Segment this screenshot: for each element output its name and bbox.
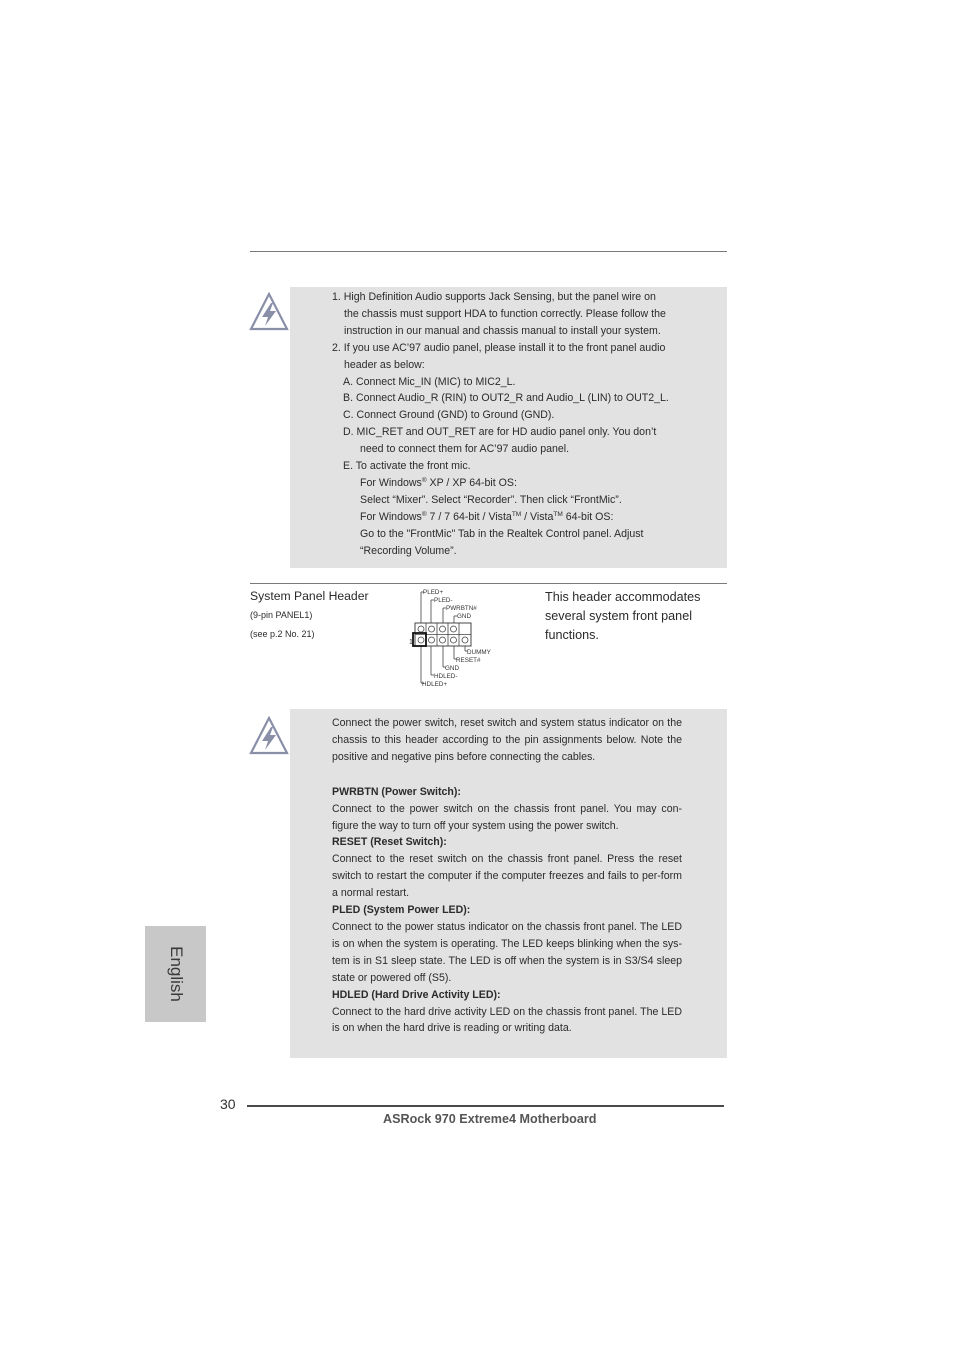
note-audio-line: B. Connect Audio_R (RIN) to OUT2_R and Audio_L (LIN) to OUT2_L. [343,392,669,405]
language-tab [145,926,206,1022]
pin-label-pled-plus: PLED+ [423,589,444,596]
note-panel-intro: Connect the power switch, reset switch and system status indicator on the chassis to this header according to the pin assignments below. Note the positive and negative pins before connecting the cables. [332,717,682,763]
note-audio-line: header as below: [344,358,425,371]
top-rule [250,251,727,252]
pin-label-dummy: DUMMY [467,649,491,656]
windows-xp-step: Select “Mixer”. Select “Recorder”. Then click “FrontMic”. [360,493,622,506]
pwrbtn-heading: PWRBTN (Power Switch): [332,785,461,798]
pin-one-marker: 1 [409,639,413,646]
panel-header-ref: (see p.2 No. 21) [250,629,315,639]
panel-header-title: System Panel Header [250,589,369,603]
hdled-heading: HDLED (Hard Drive Activity LED): [332,988,501,1001]
note-audio-text [332,289,722,560]
page-number: 30 [220,1096,236,1112]
description-line: This header accommodates [545,590,701,604]
note-panel-text [332,715,682,1037]
windows-vista-step-1: Go to the "FrontMic" Tab in the Realtek Control panel. Adjust [360,527,644,540]
note-audio-line: 1. High Definition Audio supports Jack Sensing, but the panel wire on [332,291,656,303]
warning-icon [249,292,289,332]
note-audio-line: E. To activate the front mic. [343,460,471,473]
pin-label-pled-minus: PLED- [434,597,453,604]
note-audio-line: D. MIC_RET and OUT_RET are for HD audio panel only. You don’t [343,426,657,439]
note-audio-line: C. Connect Ground (GND) to Ground (GND). [343,409,555,422]
pin-label-gnd-bottom: GND [445,665,459,672]
note-audio-lines [332,289,722,475]
pin-label-pwrbtn: PWRBTN# [446,605,477,612]
spacer [332,766,682,784]
footer-product-name: ASRock 970 Extreme4 Motherboard [383,1112,597,1126]
windows-vista-step-2: “Recording Volume”. [360,544,457,557]
description-line: several system front panel [545,609,692,623]
note-audio-line: A. Connect Mic_IN (MIC) to MIC2_L. [343,375,516,388]
warning-icon [249,716,289,756]
reset-body: Connect to the reset switch on the chassis front panel. Press the reset switch to restart the computer if the computer freezes and fails to per-form a normal restart. [332,853,682,900]
note-audio-line: instruction in our manual and chassis manual to install your system. [344,324,661,337]
hdled-body: Connect to the hard drive activity LED on the chassis front panel. The LED is on when the hard drive is reading or writing data. [332,1005,682,1035]
description-line: functions. [545,628,599,642]
reset-heading: RESET (Reset Switch): [332,836,447,849]
pled-heading: PLED (System Power LED): [332,904,471,917]
footer-rule [247,1105,724,1107]
windows-vista-line: For Windows® 7 / 7 64-bit / Vista™ / Vista™ 64-bit OS: [360,510,614,523]
pin-label-hdled-minus: HDLED- [434,673,458,680]
pin-label-reset: RESET# [456,657,481,664]
panel-header-subtitle: (9-pin PANEL1) [250,610,313,620]
pled-body: Connect to the power status indicator on the chassis front panel. The LED is on when the system is operating. The LED keeps blinking when the sys-tem is in S1 sleep state. The LED is off when the system is in S3/S4 sleep state or powered off (S5). [332,920,682,984]
section-rule [250,583,727,584]
pwrbtn-body: Connect to the power switch on the chassis front panel. You may con-figure the way to turn off your system using the power switch. [332,802,682,832]
language-tab-label: English [166,946,186,1002]
panel-header-description [545,588,700,645]
note-audio-line: the chassis must support HDA to function correctly. Please follow the [344,307,666,320]
pin-label-hdled-plus: HDLED+ [422,681,448,688]
panel-pin-diagram [408,586,498,690]
note-audio-line: 2. If you use AC’97 audio panel, please install it to the front panel audio [332,341,666,354]
note-audio-line: need to connect them for AC’97 audio panel. [360,443,570,456]
windows-xp-line: For Windows® XP / XP 64-bit OS: [360,476,517,489]
pin-label-gnd-top: GND [457,613,471,620]
